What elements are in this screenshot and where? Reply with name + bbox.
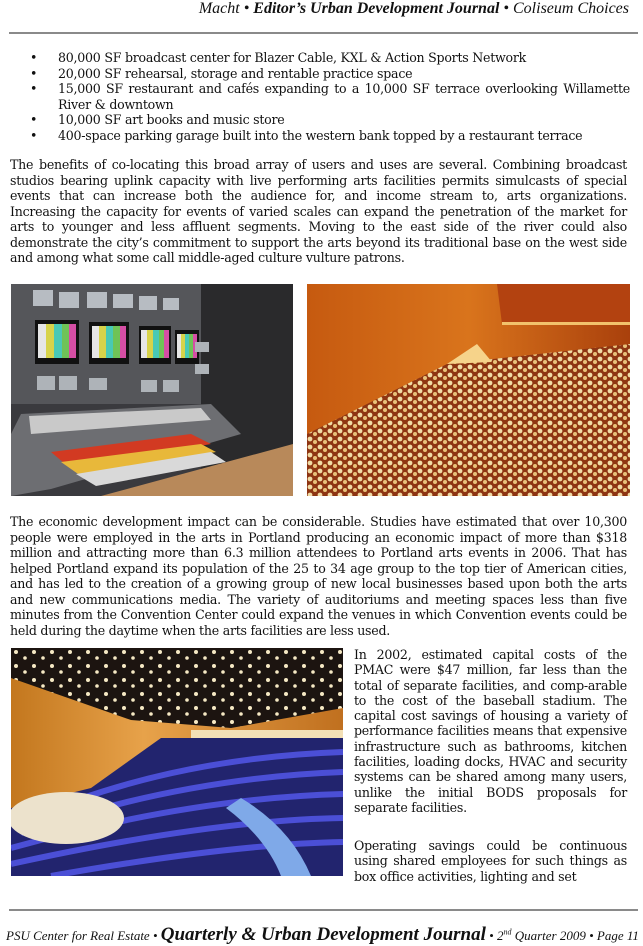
concert-hall-audience-photo (307, 284, 630, 496)
running-header (199, 0, 629, 22)
list-item: • 400-space parking garage built into the western bank topped by a restaurant terrace (30, 127, 583, 143)
footer-separator: • (489, 928, 494, 943)
footer-quarter: 2nd Quarter 2009 (496, 927, 586, 943)
list-item: • 20,000 SF rehearsal, storage and rentable practice space (30, 65, 413, 81)
header-journal-title: Editor’s Urban Development Journal (253, 0, 500, 17)
blue-seat-auditorium-photo (11, 648, 343, 876)
capital-costs-paragraph: In 2002, estimated capital costs of the PMAC were $47 million, far less than the total of separate facilities, and comp-arable to the cost of the baseball stadium. The capital cost savings of housing a variety of performance facilities means that expensive infrastructure such as bathrooms, kitchen facilities, loading docks, HVAC and security systems can be shared among many users, unlike the initial BODS proposals for separate facilities. (354, 647, 627, 815)
footer-separator: • (589, 928, 594, 943)
footer-separator: • (152, 928, 158, 943)
header-separator: • (243, 0, 250, 17)
operating-savings-paragraph: Operating savings could be continuous using shared employees for such things as box office activities, lighting and set (354, 838, 627, 884)
list-item: • 10,000 SF art books and music store (30, 112, 285, 127)
bullet-icon: • (30, 127, 38, 143)
footer-journal-title: Quarterly & Urban Development Journal (160, 924, 486, 945)
header-divider (9, 32, 638, 34)
footer-org: PSU Center for Real Estate (6, 928, 150, 943)
header-section: Coliseum Choices (513, 0, 629, 17)
bullet-icon: • (30, 112, 38, 127)
list-item: • 80,000 SF broadcast center for Blazer Cable, KXL & Action Sports Network (30, 50, 527, 65)
economic-impact-paragraph: The economic development impact can be considerable. Studies have estimated that over 10,300 people were employed in the arts in Portland producing an economic impact of more than $318 million and attracting more than 6.3 million attendees to Portland arts events in 2006. That has helped Portland expand its population of the 25 to 34 age group to the top tier of American cities, and has led to the creation of a growing group of new local businesses based upon both the arts and new communications media. The variety of auditoriums and meeting spaces less than five minutes from the Convention Center could expand the venues in which Convention events could be held during the daytime when the arts facilities are less used. (10, 514, 627, 638)
header-author: Macht (198, 0, 240, 17)
broadcast-control-room-photo (11, 284, 293, 496)
footer-divider (9, 909, 638, 911)
list-item: • 15,000 SF restaurant and cafés expanding to a 10,000 SF terrace overlooking Willamette River & downtown (30, 81, 630, 112)
page-number: Page 11 (596, 928, 639, 943)
bullet-icon: • (30, 65, 38, 81)
running-footer (6, 924, 638, 946)
facilities-bullet-list (30, 50, 630, 143)
bullet-icon: • (30, 50, 38, 65)
benefits-paragraph: The benefits of co-locating this broad array of users and uses are several. Combining broadcast studios bearing uplink capacity with live performing arts facilities permits simulcasts of special events that can increase both the audience for, and income stream to, arts organizations. Increasing the capacity for events of varied scales can expand the penetration of the market for arts to younger and less affluent segments. Moving to the east side of the river could also demonstrate the city’s commitment to support the arts beyond its traditional base on the west side and among what some call middle-aged culture vulture patrons. (10, 157, 627, 265)
bullet-icon: • (30, 81, 38, 96)
header-separator: • (503, 0, 509, 17)
